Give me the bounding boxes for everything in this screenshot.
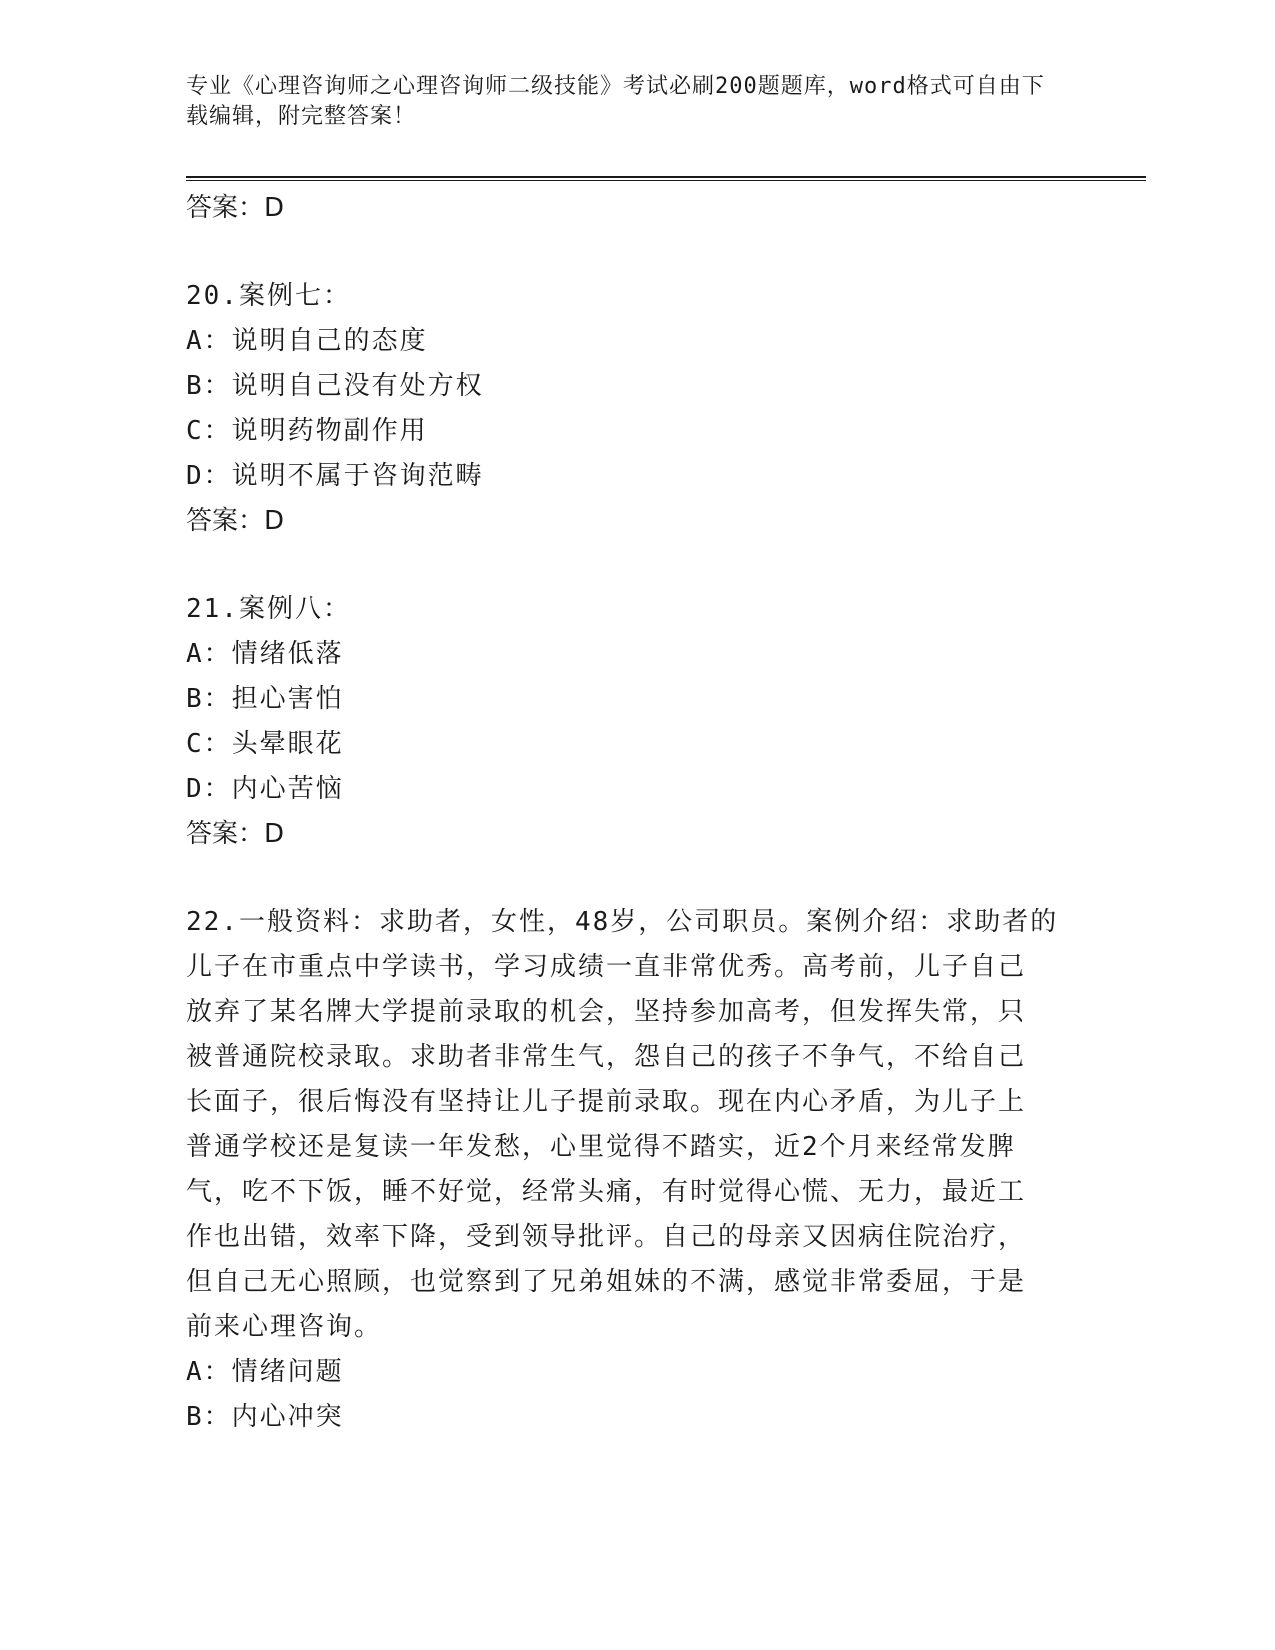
question-stem-line: 但自己无心照顾，也觉察到了兄弟姐妹的不满，感觉非常委屈，于是 bbox=[186, 1267, 1027, 1297]
question-stem-line: 作也出错，效率下降，受到领导批评。自己的母亲又因病住院治疗， bbox=[186, 1222, 1027, 1252]
option-c: C：头晕眼花 bbox=[186, 729, 344, 759]
question-stem: 20.案例七： bbox=[186, 281, 351, 311]
question-content bbox=[186, 186, 1086, 1440]
question-20 bbox=[186, 274, 1086, 544]
option-a: A：情绪低落 bbox=[186, 639, 344, 669]
question-stem-line: 普通学校还是复读一年发愁，心里觉得不踏实，近2个月来经常发脾 bbox=[186, 1132, 1016, 1162]
question-stem-line: 儿子在市重点中学读书，学习成绩一直非常优秀。高考前，儿子自己 bbox=[186, 952, 1027, 982]
question-stem-line: 放弃了某名牌大学提前录取的机会，坚持参加高考，但发挥失常，只 bbox=[186, 997, 1027, 1027]
answer-line: 答案：D bbox=[186, 193, 285, 223]
question-22 bbox=[186, 900, 1086, 1440]
option-b: B：担心害怕 bbox=[186, 684, 344, 714]
option-a: A：情绪问题 bbox=[186, 1357, 344, 1387]
question-stem: 21.案例八： bbox=[186, 594, 351, 624]
question-stem-line: 22.一般资料：求助者，女性，48岁，公司职员。案例介绍：求助者的 bbox=[186, 907, 1059, 937]
spacer bbox=[186, 857, 1086, 900]
answer-line: 答案：D bbox=[186, 819, 285, 849]
question-stem-line: 被普通院校录取。求助者非常生气，怨自己的孩子不争气，不给自己 bbox=[186, 1042, 1027, 1072]
spacer bbox=[186, 231, 1086, 274]
answer-line: 答案：D bbox=[186, 506, 285, 536]
option-c: C：说明药物副作用 bbox=[186, 416, 428, 446]
question-stem-line: 前来心理咨询。 bbox=[186, 1312, 383, 1342]
spacer bbox=[186, 544, 1086, 587]
question-21 bbox=[186, 587, 1086, 857]
header-divider bbox=[186, 176, 1146, 181]
question-stem-line: 气，吃不下饭，睡不好觉，经常头痛，有时觉得心慌、无力，最近工 bbox=[186, 1177, 1027, 1207]
option-d: D：内心苦恼 bbox=[186, 774, 344, 804]
question-stem-line: 长面子，很后悔没有坚持让儿子提前录取。现在内心矛盾，为儿子上 bbox=[186, 1087, 1027, 1117]
document-header-text: 专业《心理咨询师之心理咨询师二级技能》考试必刷200题题库，word格式可自由下载编辑，附完整答案！ bbox=[186, 74, 1045, 129]
option-d: D：说明不属于咨询范畴 bbox=[186, 461, 484, 491]
option-b: B：说明自己没有处方权 bbox=[186, 371, 484, 401]
option-b: B：内心冲突 bbox=[186, 1402, 344, 1432]
option-a: A：说明自己的态度 bbox=[186, 326, 428, 356]
